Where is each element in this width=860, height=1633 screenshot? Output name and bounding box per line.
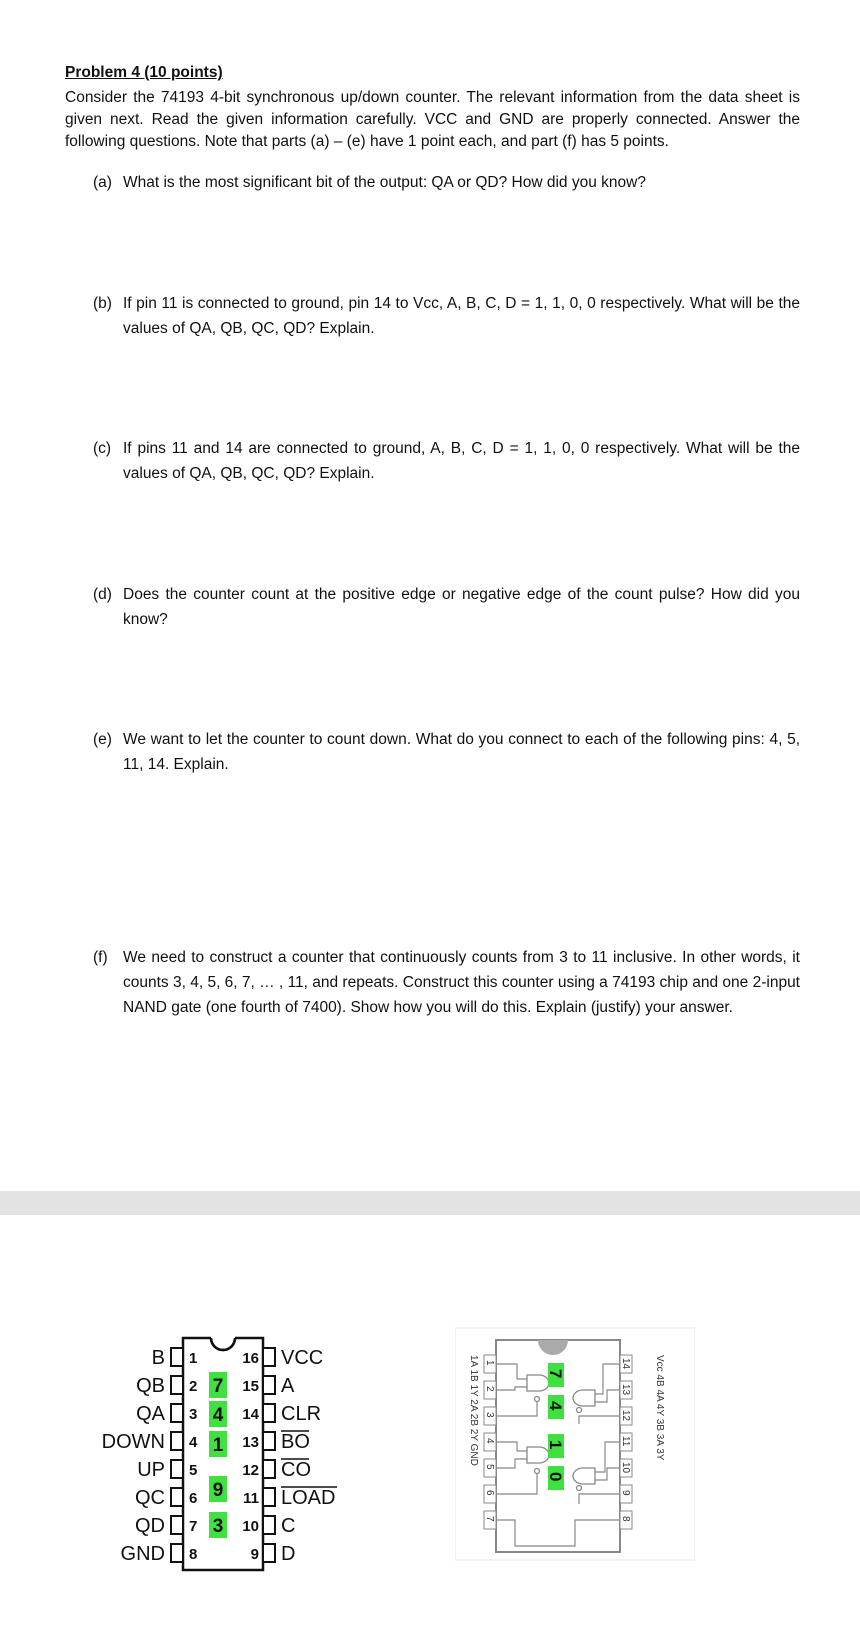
pin-number: 11 <box>620 1436 631 1447</box>
part-digit: 7 <box>212 1376 224 1397</box>
question-b <box>93 291 800 341</box>
pin-label: CLR <box>281 1403 322 1425</box>
pin-number: 4 <box>189 1434 198 1451</box>
nand-gate-3 <box>573 1468 595 1484</box>
pin-label: QC <box>135 1487 165 1509</box>
pin-label: QD <box>135 1515 165 1537</box>
gate-bubble <box>535 1397 540 1402</box>
pin-number: 12 <box>242 1462 259 1479</box>
pin-number: 13 <box>620 1384 631 1396</box>
pin-label: LOAD <box>281 1487 336 1509</box>
pin-number: 6 <box>484 1490 495 1496</box>
gate-bubble <box>577 1408 582 1413</box>
nand-gate-2 <box>527 1447 549 1463</box>
pin-number: 5 <box>484 1464 495 1470</box>
question-text: We want to let the counter to count down. What do you connect to each of the following pins: 4, 5, 11, 14. Explain. <box>123 731 800 773</box>
pin-number: 2 <box>189 1378 198 1395</box>
pin-label: QA <box>136 1403 165 1425</box>
pin-label: BO <box>281 1431 310 1453</box>
part-digit: 7 <box>546 1369 565 1379</box>
pin-label: UP <box>137 1459 165 1481</box>
question-text: We need to construct a counter that continuously counts from 3 to 11 inclusive. In other words, it counts 3, 4, 5, 6, 7, … , 11, and repeats. Construct this counter using a 74193 chip and one 2-input NAND gate (one fourth of 7400). Show how you will do this. Explain (justify) your answer. <box>123 949 800 1016</box>
right-pin <box>242 1347 323 1369</box>
question-label: (f) <box>93 949 108 966</box>
question-label: (e) <box>93 731 112 748</box>
pin-number: 13 <box>242 1434 259 1451</box>
question-text: If pins 11 and 14 are connected to ground, A, B, C, D = 1, 1, 0, 0 respectively. What will be the values of QA, QB, QC, QD? Explain. <box>123 440 800 482</box>
right-pin <box>242 1515 295 1537</box>
right-pin <box>242 1403 321 1425</box>
pin-number: 3 <box>484 1412 495 1418</box>
question-label: (c) <box>93 440 112 457</box>
pin-number: 1 <box>189 1350 198 1367</box>
pin-number: 11 <box>243 1490 259 1507</box>
question-a <box>93 170 800 195</box>
pin-label: GND <box>120 1543 165 1565</box>
pin-label: C <box>281 1515 296 1537</box>
pin-label: CO <box>281 1459 311 1481</box>
question-text: What is the most significant bit of the output: QA or QD? How did you know? <box>123 174 646 191</box>
problem-intro: Consider the 74193 4-bit synchronous up/down counter. The relevant information from the data sheet is given next. Read the given information carefully. VCC and GND are properly connected. Answer the following questions. Note that parts (a) – (e) have 1 point each, and part (f) has 5 points. <box>65 89 800 150</box>
question-label: (b) <box>93 295 112 312</box>
page-divider-band <box>0 1191 860 1215</box>
pin-number: 10 <box>620 1462 631 1474</box>
pin-number: 12 <box>620 1410 631 1422</box>
gate-bubble <box>577 1486 582 1491</box>
part-digit: 1 <box>212 1435 224 1456</box>
pin-label: DOWN <box>101 1431 165 1453</box>
pin-number: 2 <box>484 1386 495 1392</box>
gate-bubble <box>535 1469 540 1474</box>
pin-number: 15 <box>242 1378 259 1395</box>
pin-number: 7 <box>189 1518 198 1535</box>
pin-number: 6 <box>189 1490 198 1507</box>
pin-label: D <box>281 1543 296 1565</box>
pin-label: QB <box>136 1375 165 1397</box>
pin-label: A <box>281 1375 295 1397</box>
pin-label: B <box>151 1347 165 1369</box>
pin-label: VCC <box>281 1347 324 1369</box>
left-pin <box>102 1431 198 1453</box>
pin-number: 9 <box>250 1546 259 1563</box>
part-digit: 4 <box>212 1405 224 1426</box>
pin-number: 10 <box>242 1518 259 1535</box>
notch-mask <box>211 1335 235 1339</box>
part-number-74193 <box>209 1372 227 1538</box>
right-pin <box>251 1543 296 1565</box>
pin-number: 14 <box>242 1406 259 1423</box>
left-pin <box>137 1459 197 1481</box>
question-text: If pin 11 is connected to ground, pin 14 to Vcc, A, B, C, D = 1, 1, 0, 0 respectively. What will be the values of QA, QB, QC, QD? Explain. <box>123 295 800 337</box>
pin-number: 5 <box>189 1462 198 1479</box>
question-c <box>93 436 800 486</box>
right-pin-labels: Vcc 4B 4A 4Y 3B 3A 3Y <box>654 1355 665 1461</box>
right-pin <box>242 1459 311 1481</box>
left-pin <box>136 1375 197 1397</box>
right-pins <box>620 1355 632 1529</box>
question-d <box>93 582 800 632</box>
right-pin <box>243 1487 335 1509</box>
part-digit: 0 <box>546 1472 565 1482</box>
part-digit: 4 <box>546 1401 565 1411</box>
question-e <box>93 727 800 777</box>
pin-number: 3 <box>189 1406 198 1423</box>
pin-number: 4 <box>484 1438 495 1444</box>
part-digit: 9 <box>212 1480 224 1501</box>
pin-number: 14 <box>620 1358 631 1370</box>
pin-number: 7 <box>484 1516 495 1522</box>
pin-number: 9 <box>620 1490 631 1496</box>
nand-gate-1 <box>527 1375 549 1391</box>
problem-title: Problem 4 (10 points) <box>65 64 223 81</box>
part-digit: 3 <box>212 1516 224 1537</box>
left-pin-labels: 1A 1B 1Y 2A 2B 2Y GND <box>468 1355 479 1466</box>
chip-74193-pinout <box>85 1335 375 1580</box>
left-pin <box>136 1403 197 1425</box>
question-f <box>93 945 800 1020</box>
nand-gate-4 <box>573 1390 595 1406</box>
left-pins <box>484 1355 496 1529</box>
chip-7400-pinout <box>455 1324 695 1564</box>
pin-number: 8 <box>189 1546 198 1563</box>
right-pin <box>242 1431 310 1453</box>
question-text: Does the counter count at the positive edge or negative edge of the count pulse? How did you know? <box>123 586 800 628</box>
pin-number: 16 <box>242 1350 259 1367</box>
left-pin <box>152 1347 198 1369</box>
pin-number: 8 <box>620 1516 631 1522</box>
pin-number: 1 <box>484 1360 495 1366</box>
right-pin <box>242 1375 295 1397</box>
question-label: (d) <box>93 586 112 603</box>
question-label: (a) <box>93 174 112 191</box>
part-digit: 1 <box>546 1440 565 1450</box>
